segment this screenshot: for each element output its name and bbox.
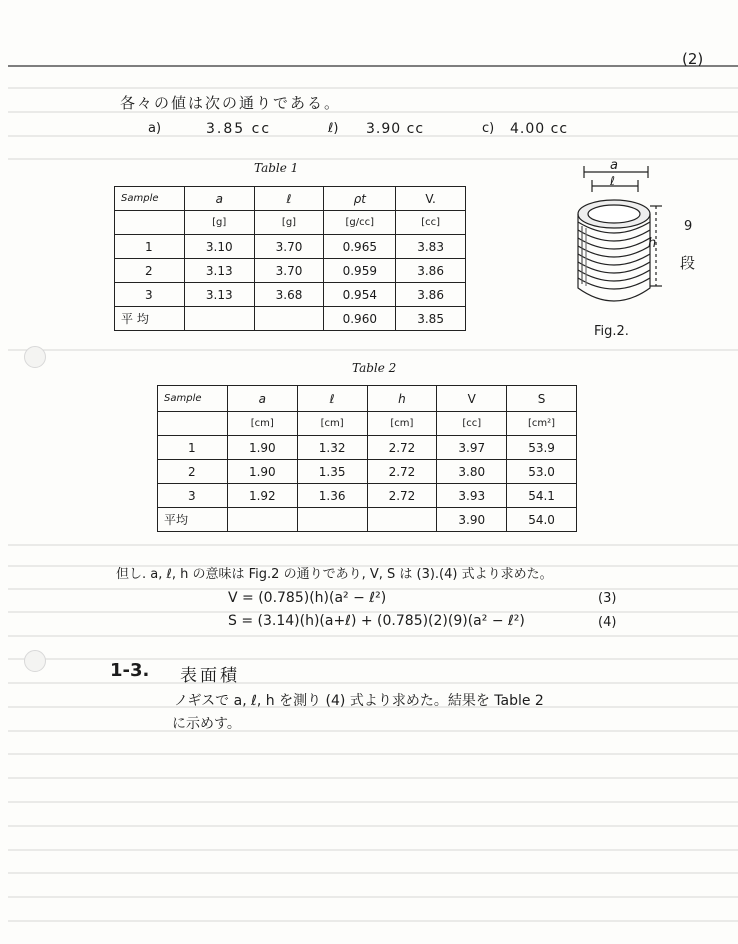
table2-cell: 1.35 xyxy=(297,460,367,484)
page-number: (2) xyxy=(682,50,704,68)
table1-unit: [cc] xyxy=(396,211,466,235)
table2-cell: 2 xyxy=(158,460,228,484)
table2-cell xyxy=(367,508,437,532)
table1-unit: [g/cc] xyxy=(324,211,396,235)
body-line-2: に示めす。 xyxy=(172,716,241,732)
table2-cell: 3.80 xyxy=(437,460,507,484)
table1-cell: 0.965 xyxy=(324,235,396,259)
table2-cell: 3 xyxy=(158,484,228,508)
table1-cell: 平 均 xyxy=(115,307,185,331)
table2-cell: 1.90 xyxy=(227,436,297,460)
table1-cell: 3.83 xyxy=(396,235,466,259)
table2-cell: 3.93 xyxy=(437,484,507,508)
value-c-label: c) xyxy=(482,121,495,136)
binder-hole-bottom xyxy=(24,650,46,672)
table-row xyxy=(158,460,577,484)
equation-4: S = (3.14)(h)(a+ℓ) + (0.785)(2)(9)(a² − ℓ²) xyxy=(228,613,525,629)
table1-caption: Table 1 xyxy=(254,161,299,175)
table1-cell: 3.70 xyxy=(254,235,324,259)
table1-cell: 3.13 xyxy=(184,283,254,307)
table1-cell: 3.68 xyxy=(254,283,324,307)
coil-figure xyxy=(562,156,702,326)
equation-4-number: (4) xyxy=(598,615,617,630)
table2-header: V xyxy=(437,386,507,412)
table2-cell: 2.72 xyxy=(367,484,437,508)
value-a-label: a) xyxy=(148,121,162,136)
table1-cell: 0.954 xyxy=(324,283,396,307)
table2-header: h xyxy=(367,386,437,412)
body-line-1: ノギスで a, ℓ, h を測り (4) 式より求めた。結果を Table 2 xyxy=(174,693,544,709)
table1-cell: 3.86 xyxy=(396,283,466,307)
table2-header: S xyxy=(507,386,577,412)
value-b: 3.90 cc xyxy=(366,121,425,137)
table-row xyxy=(158,484,577,508)
table1-header-row xyxy=(115,187,466,211)
table1-unit: [g] xyxy=(184,211,254,235)
table1-cell: 2 xyxy=(115,259,185,283)
table1-unit: [g] xyxy=(254,211,324,235)
table2-cell xyxy=(227,508,297,532)
table2-cell xyxy=(297,508,367,532)
table2-header: ℓ xyxy=(297,386,367,412)
table1-cell: 0.959 xyxy=(324,259,396,283)
table1-cell: 3.13 xyxy=(184,259,254,283)
table1-header: Sample xyxy=(115,187,185,211)
table2-cell: 1.32 xyxy=(297,436,367,460)
value-a: 3.85 cc xyxy=(206,121,272,137)
table2-header: Sample xyxy=(158,386,228,412)
table-row xyxy=(158,436,577,460)
table2-cell: 2.72 xyxy=(367,460,437,484)
table1-cell xyxy=(254,307,324,331)
table2-unit: [cm] xyxy=(227,412,297,436)
section-number: 1-3. xyxy=(110,660,150,681)
table1-cell: 1 xyxy=(115,235,185,259)
intro-line: 各々の値は次の通りである。 xyxy=(120,94,342,112)
binder-hole-top xyxy=(24,346,46,368)
table-row xyxy=(115,283,466,307)
table2-cell: 3.90 xyxy=(437,508,507,532)
section-title: 表面積 xyxy=(180,666,240,686)
value-b-label: ℓ) xyxy=(328,121,339,136)
table2-cell: 1.36 xyxy=(297,484,367,508)
figure-label-h: h xyxy=(648,236,657,251)
table2-cell: 3.97 xyxy=(437,436,507,460)
table2-caption: Table 2 xyxy=(352,361,397,375)
table2-cell: 53.9 xyxy=(507,436,577,460)
table2-unit xyxy=(158,412,228,436)
table2 xyxy=(157,385,577,532)
table1-header: V. xyxy=(396,187,466,211)
table-row-average xyxy=(115,307,466,331)
table1-cell xyxy=(184,307,254,331)
table1-cell: 3.85 xyxy=(396,307,466,331)
table1-cell: 3 xyxy=(115,283,185,307)
table2-header: a xyxy=(227,386,297,412)
table1-units-row xyxy=(115,211,466,235)
table2-unit: [cm] xyxy=(297,412,367,436)
table1-cell: 3.10 xyxy=(184,235,254,259)
note-line: 但し. a, ℓ, h の意味は Fig.2 の通りであり, V, S は (3).(4) 式より求めた。 xyxy=(116,567,553,582)
figure-caption: Fig.2. xyxy=(594,324,629,339)
table2-cell: 1 xyxy=(158,436,228,460)
table1-header: ℓ xyxy=(254,187,324,211)
table2-cell: 54.0 xyxy=(507,508,577,532)
figure-label-dan: 段 xyxy=(680,254,696,272)
table2-cell: 平均 xyxy=(158,508,228,532)
equation-3: V = (0.785)(h)(a² − ℓ²) xyxy=(228,590,387,606)
equation-3-number: (3) xyxy=(598,591,617,606)
table1-cell: 3.86 xyxy=(396,259,466,283)
table2-cell: 1.90 xyxy=(227,460,297,484)
table2-cell: 53.0 xyxy=(507,460,577,484)
table2-unit: [cc] xyxy=(437,412,507,436)
table1-cell: 0.960 xyxy=(324,307,396,331)
table-row xyxy=(115,259,466,283)
figure-label-a: a xyxy=(610,158,618,173)
table2-cell: 1.92 xyxy=(227,484,297,508)
table2-unit: [cm²] xyxy=(507,412,577,436)
figure-label-b: ℓ xyxy=(610,174,615,188)
table2-unit: [cm] xyxy=(367,412,437,436)
table2-cell: 2.72 xyxy=(367,436,437,460)
table1-header: ρt xyxy=(324,187,396,211)
table-row-average xyxy=(158,508,577,532)
table2-units-row xyxy=(158,412,577,436)
table2-header-row xyxy=(158,386,577,412)
table1 xyxy=(114,186,466,331)
table1-unit xyxy=(115,211,185,235)
figure-label-count: 9 xyxy=(684,219,693,234)
value-c: 4.00 cc xyxy=(510,121,569,137)
table1-cell: 3.70 xyxy=(254,259,324,283)
table1-header: a xyxy=(184,187,254,211)
table-row xyxy=(115,235,466,259)
table2-cell: 54.1 xyxy=(507,484,577,508)
